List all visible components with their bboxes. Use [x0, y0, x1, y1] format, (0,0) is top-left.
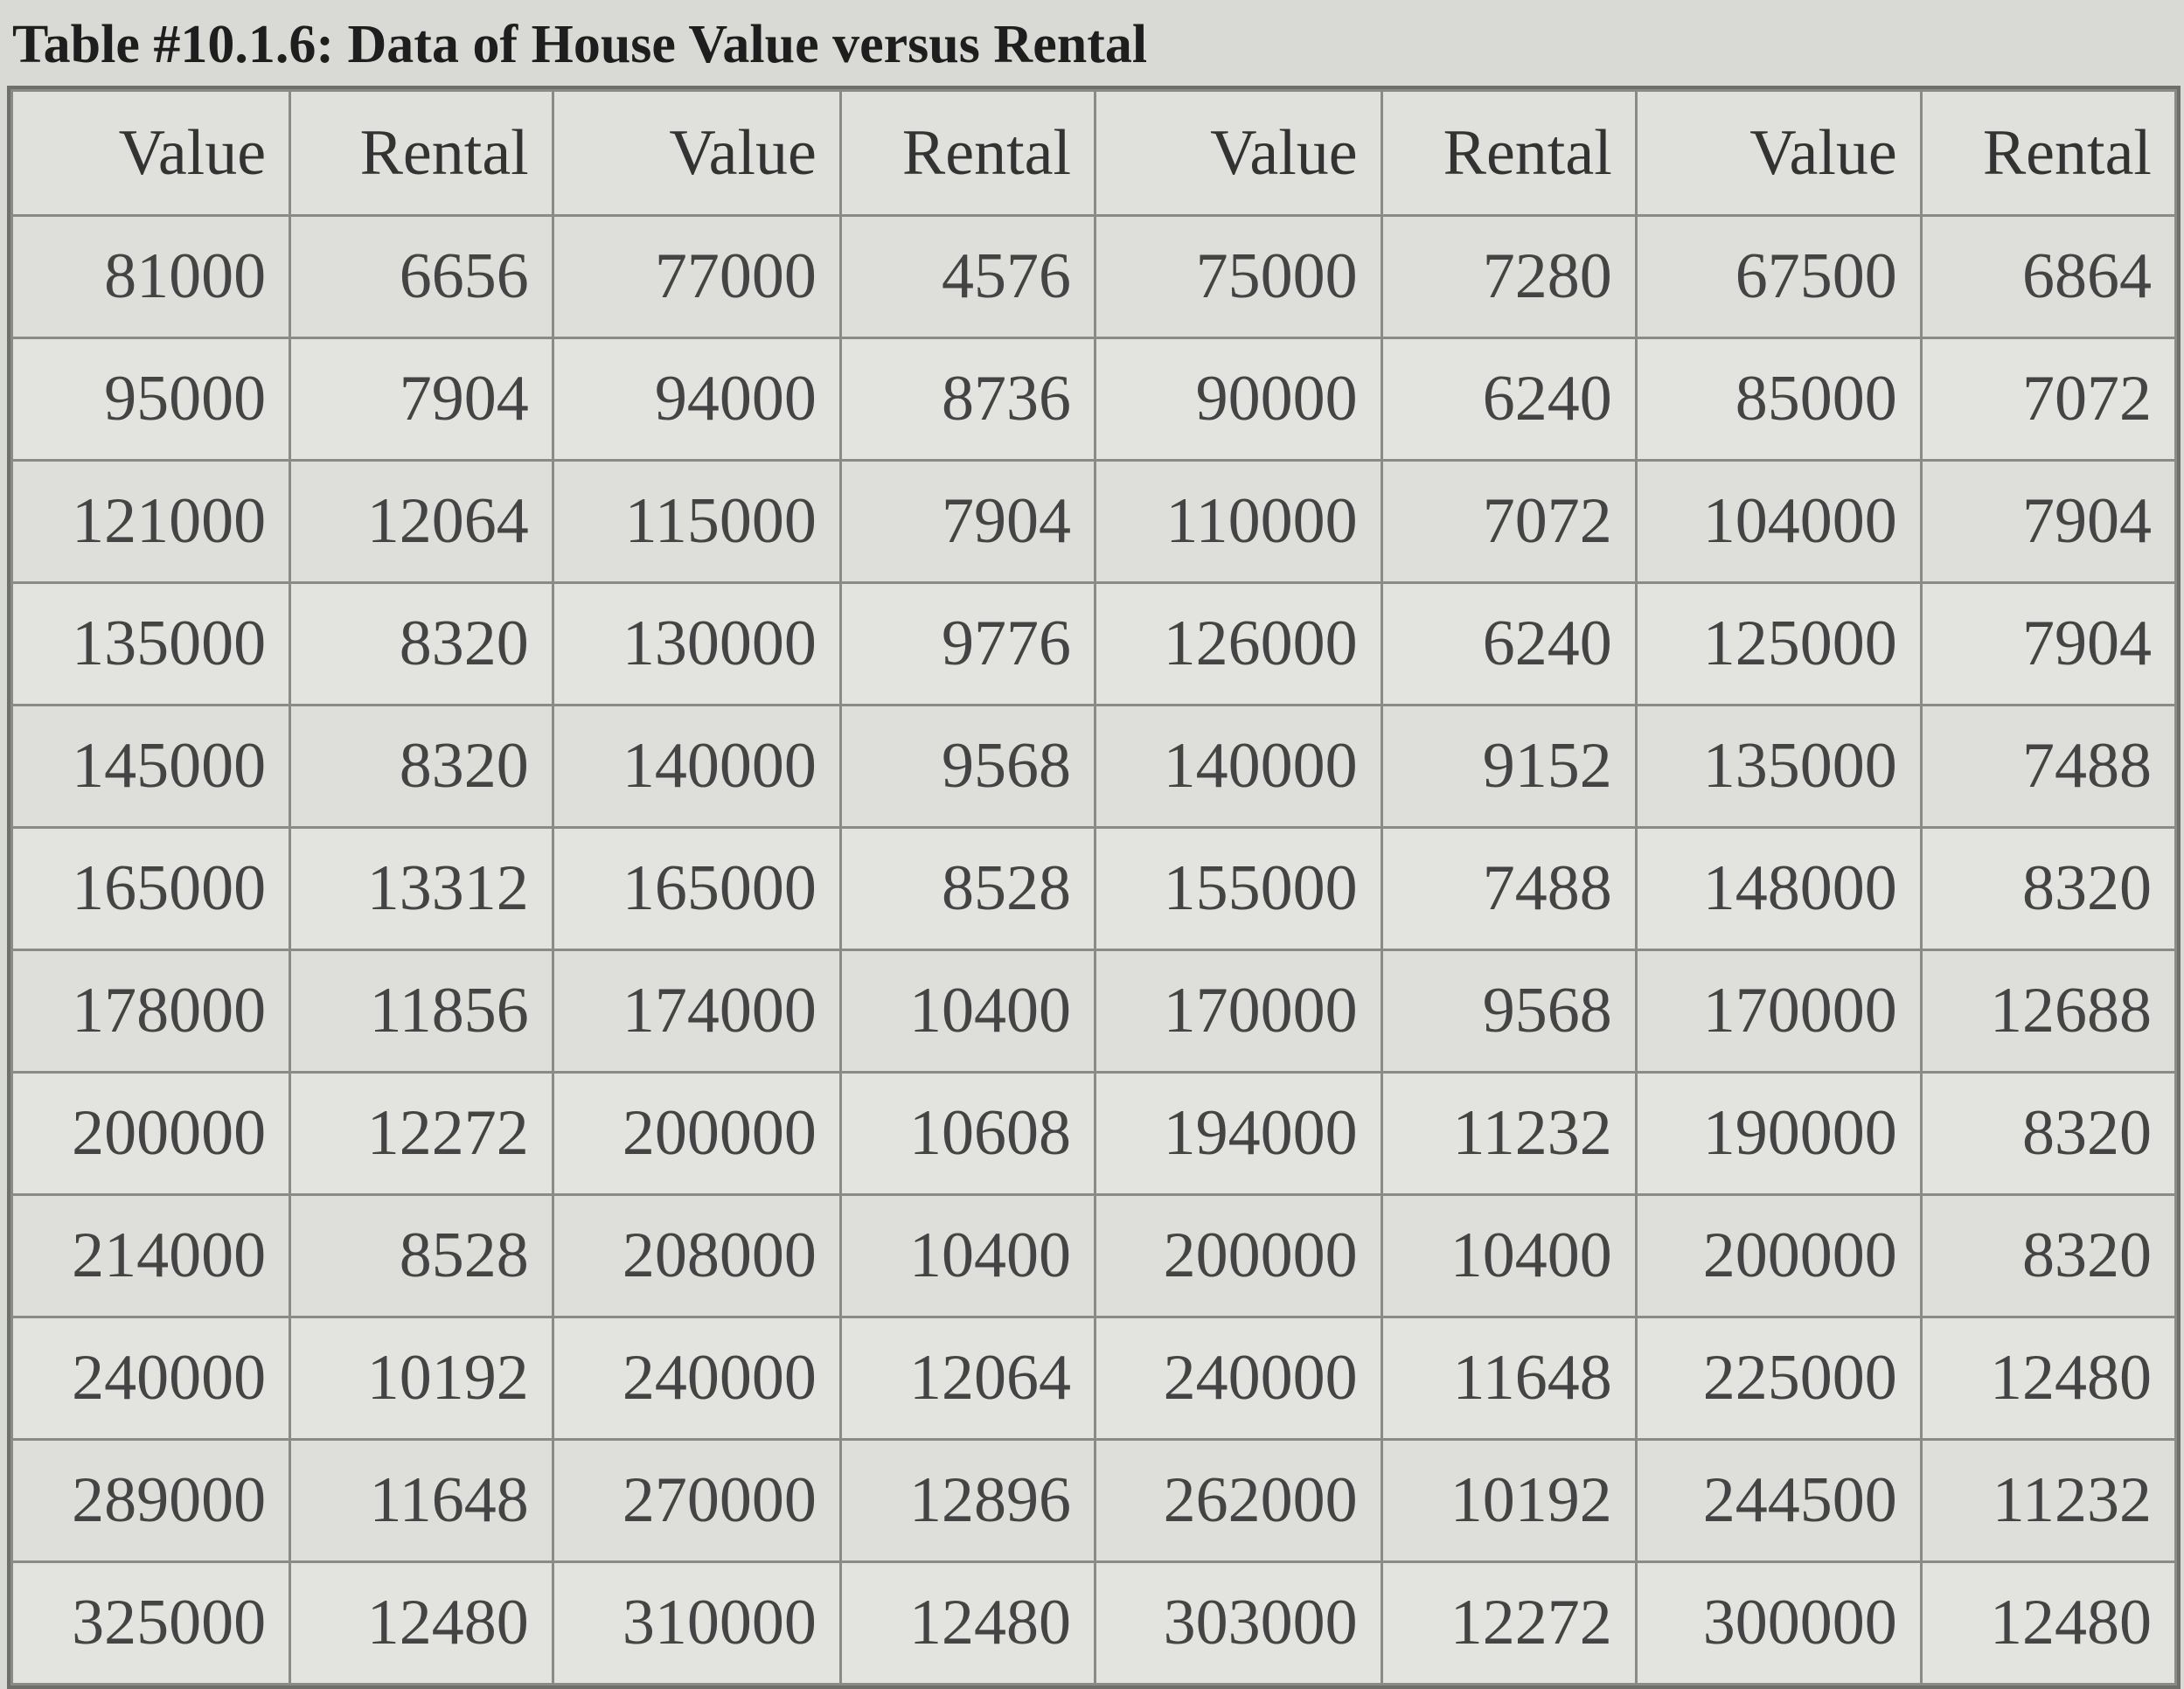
rental-cell: 8320	[290, 705, 553, 828]
rental-cell: 12688	[1921, 950, 2175, 1073]
rental-cell: 6240	[1381, 338, 1636, 461]
table-row	[12, 461, 2176, 583]
column-header-rental: Rental	[290, 91, 553, 216]
rental-cell: 9568	[1381, 950, 1636, 1073]
value-cell: 240000	[553, 1317, 840, 1440]
rental-cell: 11232	[1921, 1440, 2175, 1562]
rental-cell: 9776	[840, 583, 1095, 705]
rental-cell: 12480	[1921, 1562, 2175, 1685]
value-cell: 125000	[1636, 583, 1921, 705]
column-header-rental: Rental	[1381, 91, 1636, 216]
value-cell: 140000	[553, 705, 840, 828]
rental-cell: 11648	[1381, 1317, 1636, 1440]
value-cell: 130000	[553, 583, 840, 705]
rental-cell: 7072	[1921, 338, 2175, 461]
rental-cell: 7280	[1381, 216, 1636, 338]
value-cell: 289000	[12, 1440, 290, 1562]
value-cell: 90000	[1095, 338, 1382, 461]
table-row	[12, 950, 2176, 1073]
value-cell: 303000	[1095, 1562, 1382, 1685]
rental-cell: 7904	[840, 461, 1095, 583]
header-row	[12, 91, 2176, 216]
value-cell: 244500	[1636, 1440, 1921, 1562]
rental-cell: 8320	[1921, 1195, 2175, 1317]
value-cell: 115000	[553, 461, 840, 583]
value-cell: 325000	[12, 1562, 290, 1685]
table-row	[12, 828, 2176, 950]
rental-cell: 11232	[1381, 1073, 1636, 1195]
rental-cell: 8320	[1921, 1073, 2175, 1195]
table-row	[12, 338, 2176, 461]
column-header-rental: Rental	[840, 91, 1095, 216]
rental-cell: 7904	[1921, 461, 2175, 583]
rental-cell: 6240	[1381, 583, 1636, 705]
value-cell: 170000	[1095, 950, 1382, 1073]
data-table	[10, 89, 2177, 1686]
value-cell: 145000	[12, 705, 290, 828]
value-cell: 81000	[12, 216, 290, 338]
value-cell: 300000	[1636, 1562, 1921, 1685]
rental-cell: 11648	[290, 1440, 553, 1562]
value-cell: 110000	[1095, 461, 1382, 583]
rental-cell: 12064	[290, 461, 553, 583]
value-cell: 200000	[553, 1073, 840, 1195]
value-cell: 200000	[1636, 1195, 1921, 1317]
value-cell: 208000	[553, 1195, 840, 1317]
rental-cell: 12064	[840, 1317, 1095, 1440]
value-cell: 178000	[12, 950, 290, 1073]
value-cell: 75000	[1095, 216, 1382, 338]
value-cell: 240000	[12, 1317, 290, 1440]
rental-cell: 8320	[290, 583, 553, 705]
rental-cell: 10400	[1381, 1195, 1636, 1317]
rental-cell: 10400	[840, 950, 1095, 1073]
value-cell: 148000	[1636, 828, 1921, 950]
data-table-container	[7, 86, 2181, 1689]
value-cell: 135000	[1636, 705, 1921, 828]
value-cell: 165000	[553, 828, 840, 950]
rental-cell: 10192	[290, 1317, 553, 1440]
column-header-value: Value	[1636, 91, 1921, 216]
table-row	[12, 1440, 2176, 1562]
rental-cell: 8320	[1921, 828, 2175, 950]
rental-cell: 7488	[1921, 705, 2175, 828]
value-cell: 200000	[12, 1073, 290, 1195]
rental-cell: 9152	[1381, 705, 1636, 828]
rental-cell: 10192	[1381, 1440, 1636, 1562]
table-row	[12, 1195, 2176, 1317]
table-row	[12, 1562, 2176, 1685]
rental-cell: 9568	[840, 705, 1095, 828]
rental-cell: 6864	[1921, 216, 2175, 338]
value-cell: 194000	[1095, 1073, 1382, 1195]
rental-cell: 7488	[1381, 828, 1636, 950]
rental-cell: 11856	[290, 950, 553, 1073]
rental-cell: 8528	[290, 1195, 553, 1317]
rental-cell: 8736	[840, 338, 1095, 461]
value-cell: 155000	[1095, 828, 1382, 950]
value-cell: 94000	[553, 338, 840, 461]
value-cell: 165000	[12, 828, 290, 950]
value-cell: 240000	[1095, 1317, 1382, 1440]
rental-cell: 6656	[290, 216, 553, 338]
value-cell: 67500	[1636, 216, 1921, 338]
table-row	[12, 1317, 2176, 1440]
value-cell: 214000	[12, 1195, 290, 1317]
table-row	[12, 583, 2176, 705]
value-cell: 225000	[1636, 1317, 1921, 1440]
value-cell: 140000	[1095, 705, 1382, 828]
rental-cell: 12480	[840, 1562, 1095, 1685]
rental-cell: 10400	[840, 1195, 1095, 1317]
rental-cell: 7072	[1381, 461, 1636, 583]
value-cell: 170000	[1636, 950, 1921, 1073]
rental-cell: 12480	[290, 1562, 553, 1685]
value-cell: 200000	[1095, 1195, 1382, 1317]
rental-cell: 8528	[840, 828, 1095, 950]
value-cell: 190000	[1636, 1073, 1921, 1195]
value-cell: 174000	[553, 950, 840, 1073]
rental-cell: 12272	[1381, 1562, 1636, 1685]
value-cell: 95000	[12, 338, 290, 461]
table-title: Table #10.1.6: Data of House Value versus Rental	[12, 15, 1148, 74]
value-cell: 126000	[1095, 583, 1382, 705]
value-cell: 135000	[12, 583, 290, 705]
value-cell: 85000	[1636, 338, 1921, 461]
column-header-value: Value	[1095, 91, 1382, 216]
value-cell: 104000	[1636, 461, 1921, 583]
table-row	[12, 705, 2176, 828]
table-row	[12, 216, 2176, 338]
table-body	[12, 216, 2176, 1685]
table-row	[12, 1073, 2176, 1195]
rental-cell: 13312	[290, 828, 553, 950]
rental-cell: 12480	[1921, 1317, 2175, 1440]
value-cell: 310000	[553, 1562, 840, 1685]
rental-cell: 4576	[840, 216, 1095, 338]
column-header-rental: Rental	[1921, 91, 2175, 216]
column-header-value: Value	[553, 91, 840, 216]
value-cell: 270000	[553, 1440, 840, 1562]
value-cell: 262000	[1095, 1440, 1382, 1562]
column-header-value: Value	[12, 91, 290, 216]
rental-cell: 7904	[290, 338, 553, 461]
rental-cell: 7904	[1921, 583, 2175, 705]
rental-cell: 12272	[290, 1073, 553, 1195]
value-cell: 121000	[12, 461, 290, 583]
value-cell: 77000	[553, 216, 840, 338]
rental-cell: 10608	[840, 1073, 1095, 1195]
rental-cell: 12896	[840, 1440, 1095, 1562]
